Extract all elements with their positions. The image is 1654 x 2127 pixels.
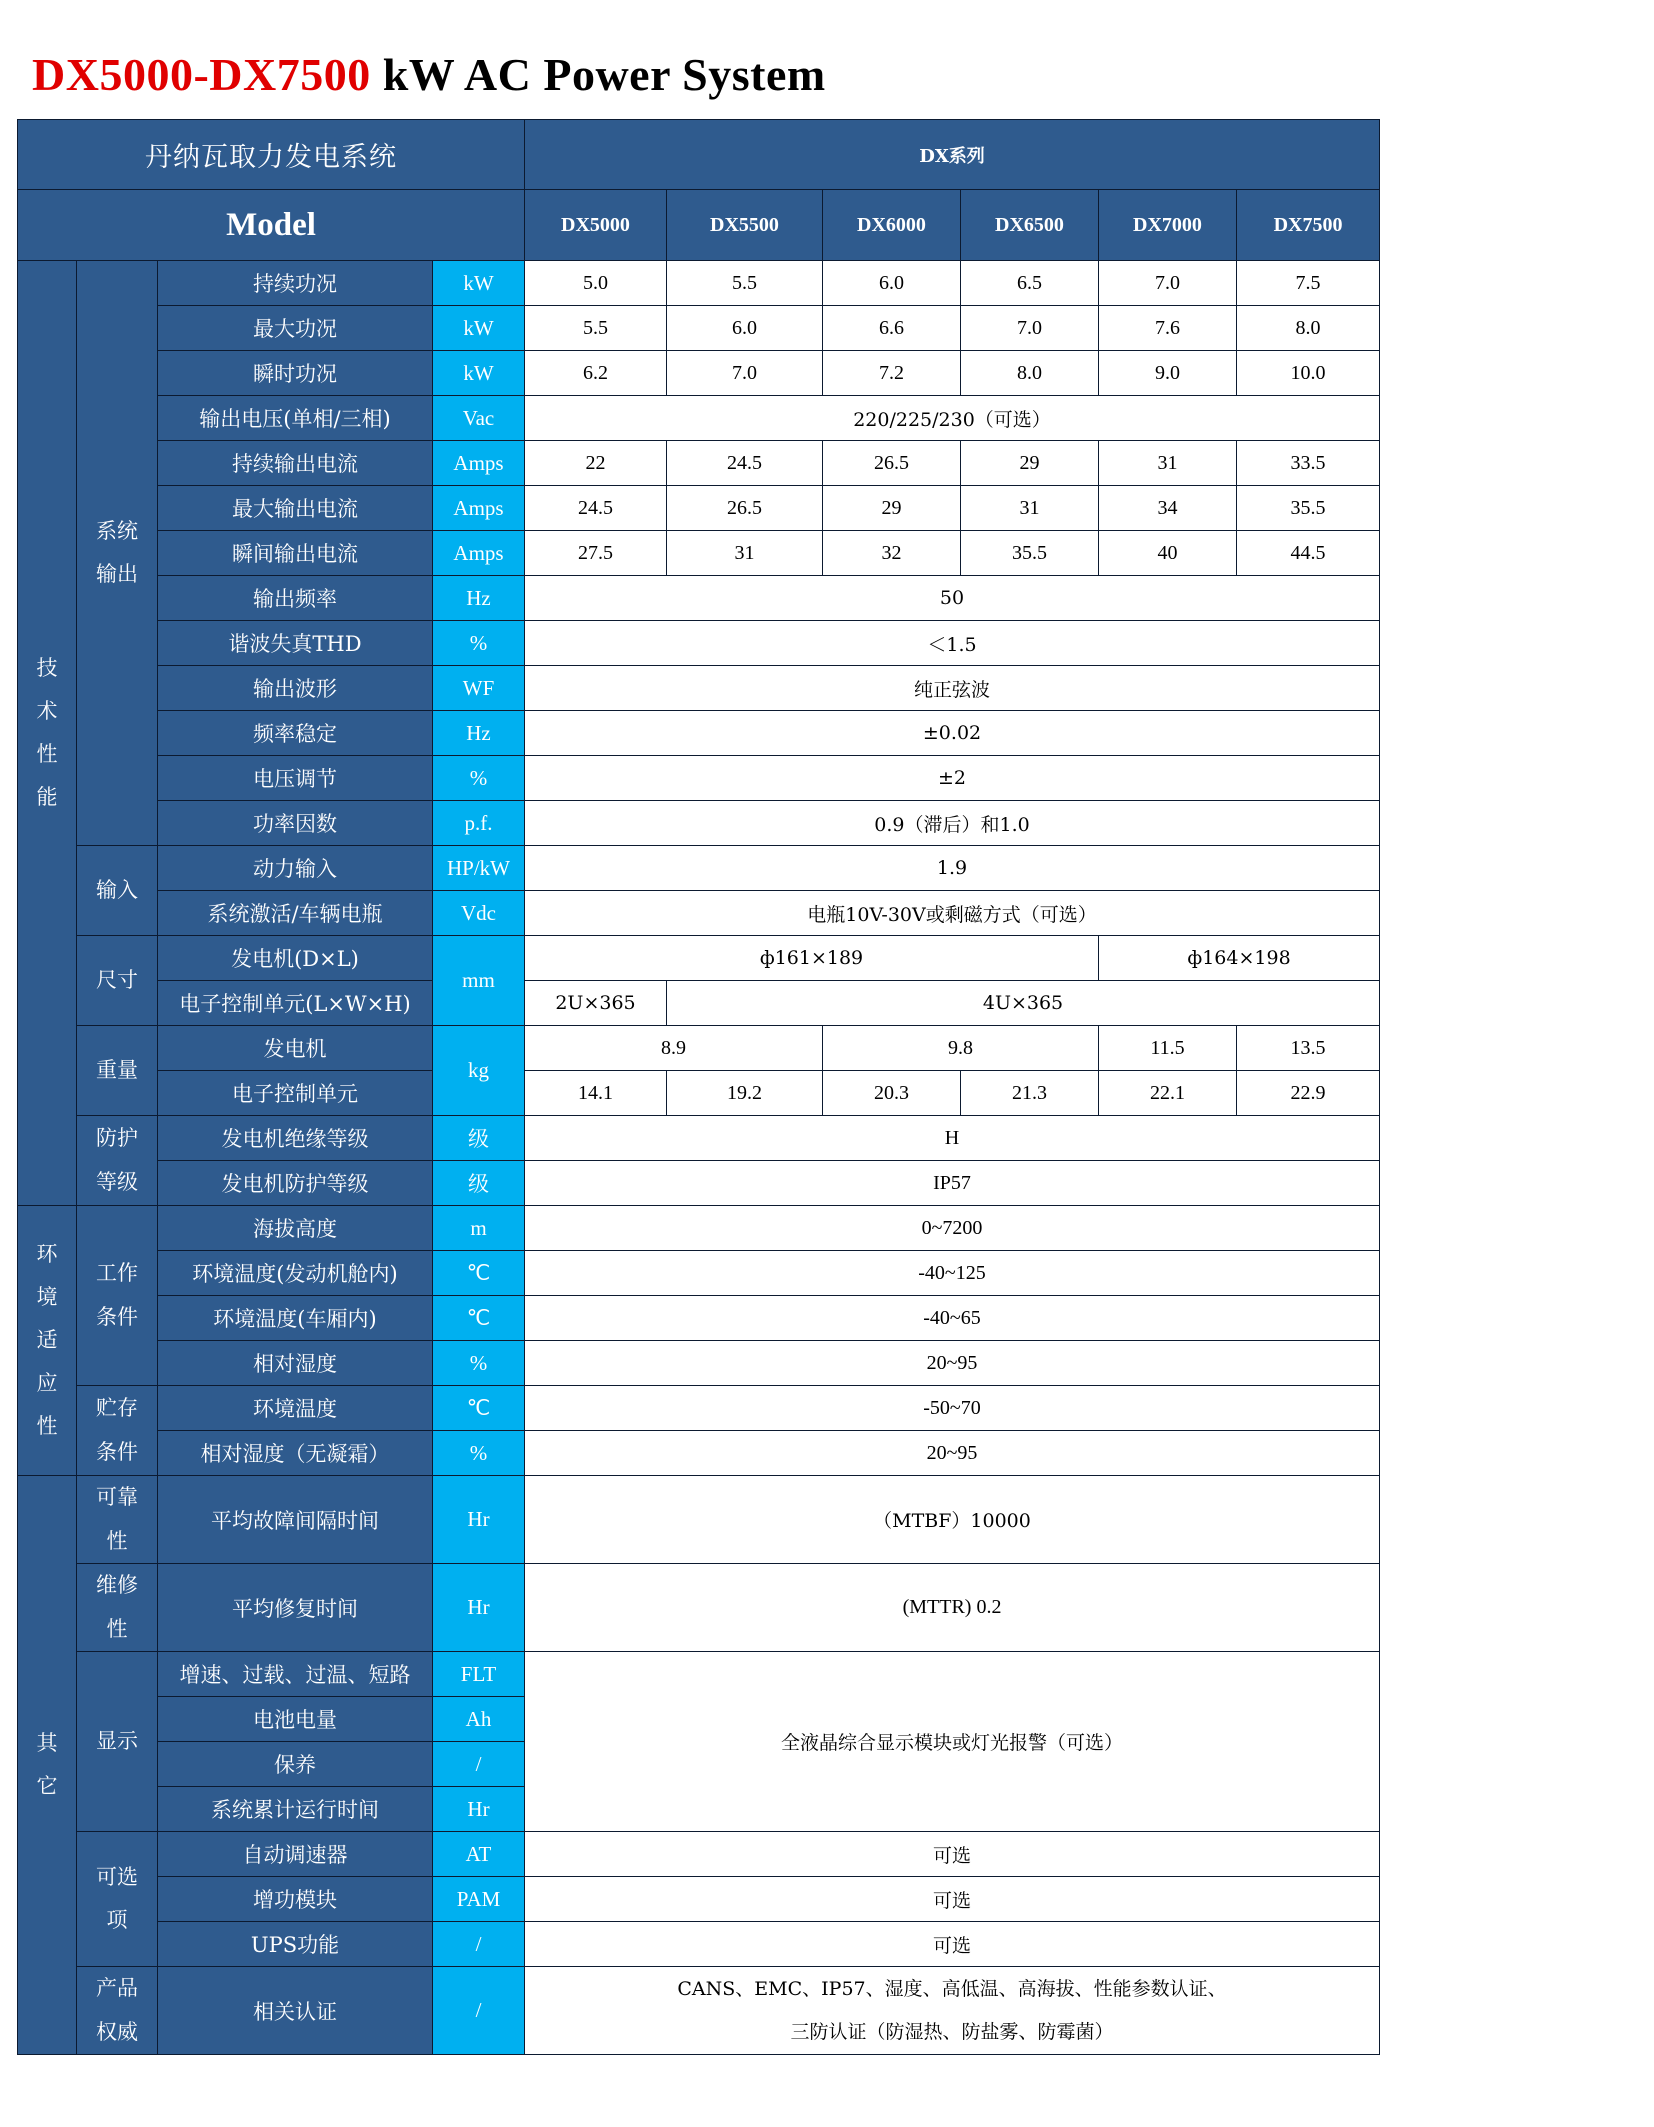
- value-cell: 21.3: [961, 1071, 1099, 1116]
- table-row: [18, 1832, 1380, 1877]
- row-unit: m: [433, 1206, 525, 1251]
- value-cell: 10.0: [1237, 351, 1380, 396]
- value-cell: 40: [1099, 531, 1237, 576]
- table-row: [18, 666, 1380, 711]
- row-label: 频率稳定: [158, 711, 433, 756]
- subcategory-storage-conditions: 贮存 条件: [77, 1386, 158, 1476]
- category-other: 其 它: [18, 1476, 77, 2055]
- row-label: 瞬时功况: [158, 351, 433, 396]
- value-cell: 27.5: [525, 531, 667, 576]
- table-row: [18, 396, 1380, 441]
- row-label: 电子控制单元(L×W×H): [158, 981, 433, 1026]
- subcategory-certification: 产品 权威: [77, 1967, 158, 2055]
- row-label: 持续功况: [158, 261, 433, 306]
- row-unit: AT: [433, 1832, 525, 1877]
- table-row: [18, 756, 1380, 801]
- subcategory-input: 输入: [77, 846, 158, 936]
- value-cell: [525, 1967, 1380, 2055]
- value-cell: 31: [667, 531, 823, 576]
- table-row: [18, 621, 1380, 666]
- row-label: 持续输出电流: [158, 441, 433, 486]
- row-unit: Hz: [433, 576, 525, 621]
- table-row: [18, 801, 1380, 846]
- row-unit: 级: [433, 1161, 525, 1206]
- table-row: [18, 1071, 1380, 1116]
- row-unit: /: [433, 1922, 525, 1967]
- value-cell: 13.5: [1237, 1026, 1380, 1071]
- subcategory-work-conditions: 工作 条件: [77, 1206, 158, 1386]
- row-label: 发电机: [158, 1026, 433, 1071]
- value-cell: 5.5: [667, 261, 823, 306]
- value-cell: 22: [525, 441, 667, 486]
- title-model-range: DX5000-DX7500: [32, 49, 371, 100]
- row-unit: Amps: [433, 441, 525, 486]
- value-cell: 220/225/230（可选）: [525, 396, 1380, 441]
- row-label: 电压调节: [158, 756, 433, 801]
- row-unit: %: [433, 1341, 525, 1386]
- row-label: 相对湿度: [158, 1341, 433, 1386]
- value-cell: 7.0: [667, 351, 823, 396]
- row-unit: Vac: [433, 396, 525, 441]
- table-row: [18, 936, 1380, 981]
- row-label: 输出频率: [158, 576, 433, 621]
- table-row: [18, 981, 1380, 1026]
- value-cell: 纯正弦波: [525, 666, 1380, 711]
- value-cell: 9.8: [823, 1026, 1099, 1071]
- system-name: 丹纳瓦取力发电系统: [18, 120, 525, 190]
- row-label: 发电机(D×L): [158, 936, 433, 981]
- value-cell: 11.5: [1099, 1026, 1237, 1071]
- table-row: [18, 1564, 1380, 1652]
- value-cell: (MTTR) 0.2: [525, 1564, 1380, 1652]
- row-unit: PAM: [433, 1877, 525, 1922]
- value-cell: 29: [961, 441, 1099, 486]
- value-cell: ф161×189: [525, 936, 1099, 981]
- table-row: [18, 531, 1380, 576]
- row-unit: Ah: [433, 1697, 525, 1742]
- value-cell: 1.9: [525, 846, 1380, 891]
- table-row: [18, 486, 1380, 531]
- cert-line-2: 三防认证（防湿热、防盐雾、防霉菌）: [790, 2020, 1114, 2043]
- row-unit: kW: [433, 306, 525, 351]
- category-env: 环 境 适 应 性: [18, 1206, 77, 1476]
- row-label: 环境温度(发动机舱内): [158, 1251, 433, 1296]
- row-label: 电子控制单元: [158, 1071, 433, 1116]
- row-label: 系统激活/车辆电瓶: [158, 891, 433, 936]
- value-cell: 20.3: [823, 1071, 961, 1116]
- subcategory-optional: 可选 项: [77, 1832, 158, 1967]
- value-cell: ф164×198: [1099, 936, 1380, 981]
- value-cell: 可选: [525, 1922, 1380, 1967]
- model-header: DX7000: [1099, 190, 1237, 261]
- value-cell: 26.5: [667, 486, 823, 531]
- row-unit: kW: [433, 351, 525, 396]
- row-unit: ℃: [433, 1386, 525, 1431]
- value-cell: 29: [823, 486, 961, 531]
- row-unit: /: [433, 1742, 525, 1787]
- table-row: [18, 1116, 1380, 1161]
- value-cell: 8.0: [961, 351, 1099, 396]
- value-cell: 22.9: [1237, 1071, 1380, 1116]
- table-row: [18, 891, 1380, 936]
- table-row: [18, 1026, 1380, 1071]
- row-label: 平均修复时间: [158, 1564, 433, 1652]
- table-row: [18, 1161, 1380, 1206]
- value-cell: 22.1: [1099, 1071, 1237, 1116]
- value-cell: 20~95: [525, 1431, 1380, 1476]
- subcategory-weight: 重量: [77, 1026, 158, 1116]
- row-unit: FLT: [433, 1652, 525, 1697]
- row-label: 自动调速器: [158, 1832, 433, 1877]
- value-cell: 44.5: [1237, 531, 1380, 576]
- model-header: DX6000: [823, 190, 961, 261]
- table-row: [18, 306, 1380, 351]
- value-cell: 31: [1099, 441, 1237, 486]
- row-unit: ℃: [433, 1251, 525, 1296]
- subcategory-maintainability: 维修 性: [77, 1564, 158, 1652]
- value-cell: -40~65: [525, 1296, 1380, 1341]
- row-unit: Hr: [433, 1564, 525, 1652]
- model-label: Model: [18, 190, 525, 261]
- subcategory-dimensions: 尺寸: [77, 936, 158, 1026]
- model-header: DX5500: [667, 190, 823, 261]
- value-cell: ±0.02: [525, 711, 1380, 756]
- row-label: UPS功能: [158, 1922, 433, 1967]
- table-row: [18, 1341, 1380, 1386]
- value-cell: 35.5: [1237, 486, 1380, 531]
- value-cell: 14.1: [525, 1071, 667, 1116]
- value-cell: 7.2: [823, 351, 961, 396]
- value-cell: 可选: [525, 1832, 1380, 1877]
- value-cell: 7.0: [961, 306, 1099, 351]
- row-label: 增速、过载、过温、短路: [158, 1652, 433, 1697]
- category-tech: 技 术 性 能: [18, 261, 77, 1206]
- row-label: 平均故障间隔时间: [158, 1476, 433, 1564]
- table-row: [18, 1386, 1380, 1431]
- value-cell: IP57: [525, 1161, 1380, 1206]
- table-row: [18, 1296, 1380, 1341]
- row-label: 环境温度: [158, 1386, 433, 1431]
- row-unit: ℃: [433, 1296, 525, 1341]
- row-unit: Hr: [433, 1476, 525, 1564]
- row-label: 功率因数: [158, 801, 433, 846]
- value-cell: 5.5: [525, 306, 667, 351]
- value-cell: 6.2: [525, 351, 667, 396]
- header-row-models: [18, 190, 1380, 261]
- value-cell: 电瓶10V-30V或剩磁方式（可选）: [525, 891, 1380, 936]
- row-label: 瞬间输出电流: [158, 531, 433, 576]
- spec-table: [17, 119, 1380, 2055]
- row-label: 发电机防护等级: [158, 1161, 433, 1206]
- table-row: [18, 441, 1380, 486]
- row-unit: WF: [433, 666, 525, 711]
- model-header: DX7500: [1237, 190, 1380, 261]
- row-label: 海拔高度: [158, 1206, 433, 1251]
- value-cell: 6.5: [961, 261, 1099, 306]
- series-name: DX系列: [525, 120, 1380, 190]
- row-unit: %: [433, 621, 525, 666]
- table-row: [18, 1251, 1380, 1296]
- row-unit: /: [433, 1967, 525, 2055]
- row-unit: p.f.: [433, 801, 525, 846]
- row-label: 最大输出电流: [158, 486, 433, 531]
- value-cell: 34: [1099, 486, 1237, 531]
- value-cell: 0.9（滞后）和1.0: [525, 801, 1380, 846]
- value-cell: H: [525, 1116, 1380, 1161]
- row-unit: Amps: [433, 531, 525, 576]
- value-cell: -50~70: [525, 1386, 1380, 1431]
- value-cell: 2U×365: [525, 981, 667, 1026]
- value-cell: 4U×365: [667, 981, 1380, 1026]
- value-cell: ＜1.5: [525, 621, 1380, 666]
- model-header: DX5000: [525, 190, 667, 261]
- row-label: 增功模块: [158, 1877, 433, 1922]
- value-cell: -40~125: [525, 1251, 1380, 1296]
- value-cell: 19.2: [667, 1071, 823, 1116]
- subcategory-reliability: 可靠 性: [77, 1476, 158, 1564]
- table-row: [18, 1967, 1380, 2055]
- row-unit: Amps: [433, 486, 525, 531]
- row-unit: Hr: [433, 1787, 525, 1832]
- page-title: [32, 48, 826, 101]
- model-header: DX6500: [961, 190, 1099, 261]
- value-cell: 24.5: [667, 441, 823, 486]
- table-row: [18, 711, 1380, 756]
- value-cell: 6.0: [667, 306, 823, 351]
- table-row: [18, 1206, 1380, 1251]
- row-unit: 级: [433, 1116, 525, 1161]
- row-label: 电池电量: [158, 1697, 433, 1742]
- row-label: 最大功况: [158, 306, 433, 351]
- value-cell: 8.0: [1237, 306, 1380, 351]
- subcategory-display: 显示: [77, 1652, 158, 1832]
- value-cell: 可选: [525, 1877, 1380, 1922]
- value-cell: 50: [525, 576, 1380, 621]
- table-row: [18, 846, 1380, 891]
- table-row: [18, 1431, 1380, 1476]
- header-row-system: [18, 120, 1380, 190]
- table-row: [18, 1922, 1380, 1967]
- table-row: [18, 1652, 1380, 1697]
- value-cell: 0~7200: [525, 1206, 1380, 1251]
- table-row: [18, 351, 1380, 396]
- row-unit: Hz: [433, 711, 525, 756]
- row-label: 保养: [158, 1742, 433, 1787]
- row-unit: %: [433, 756, 525, 801]
- row-unit: mm: [433, 936, 525, 1026]
- row-unit: Vdc: [433, 891, 525, 936]
- table-row: [18, 261, 1380, 306]
- row-unit: HP/kW: [433, 846, 525, 891]
- row-label: 输出电压(单相/三相): [158, 396, 433, 441]
- value-cell: （MTBF）10000: [525, 1476, 1380, 1564]
- row-label: 环境温度(车厢内): [158, 1296, 433, 1341]
- row-label: 相对湿度（无凝霜）: [158, 1431, 433, 1476]
- value-cell: 32: [823, 531, 961, 576]
- cert-line-1: CANS、EMC、IP57、湿度、高低温、高海拔、性能参数认证、: [677, 1977, 1227, 2000]
- row-label: 系统累计运行时间: [158, 1787, 433, 1832]
- value-cell: 全液晶综合显示模块或灯光报警（可选）: [525, 1652, 1380, 1832]
- table-row: [18, 1476, 1380, 1564]
- value-cell: 7.5: [1237, 261, 1380, 306]
- subcategory-protection: 防护 等级: [77, 1116, 158, 1206]
- value-cell: 9.0: [1099, 351, 1237, 396]
- value-cell: 5.0: [525, 261, 667, 306]
- value-cell: 7.0: [1099, 261, 1237, 306]
- row-label: 动力输入: [158, 846, 433, 891]
- row-unit: %: [433, 1431, 525, 1476]
- value-cell: 33.5: [1237, 441, 1380, 486]
- value-cell: 35.5: [961, 531, 1099, 576]
- row-label: 发电机绝缘等级: [158, 1116, 433, 1161]
- table-row: [18, 1877, 1380, 1922]
- subcategory-system-output: 系统 输出: [77, 261, 158, 846]
- value-cell: ±2: [525, 756, 1380, 801]
- row-unit: kg: [433, 1026, 525, 1116]
- value-cell: 8.9: [525, 1026, 823, 1071]
- value-cell: 26.5: [823, 441, 961, 486]
- value-cell: 6.0: [823, 261, 961, 306]
- row-label: 相关认证: [158, 1967, 433, 2055]
- row-unit: kW: [433, 261, 525, 306]
- row-label: 输出波形: [158, 666, 433, 711]
- title-suffix: kW AC Power System: [370, 49, 826, 100]
- value-cell: 24.5: [525, 486, 667, 531]
- value-cell: 20~95: [525, 1341, 1380, 1386]
- row-label: 谐波失真THD: [158, 621, 433, 666]
- table-row: [18, 576, 1380, 621]
- value-cell: 31: [961, 486, 1099, 531]
- value-cell: 6.6: [823, 306, 961, 351]
- value-cell: 7.6: [1099, 306, 1237, 351]
